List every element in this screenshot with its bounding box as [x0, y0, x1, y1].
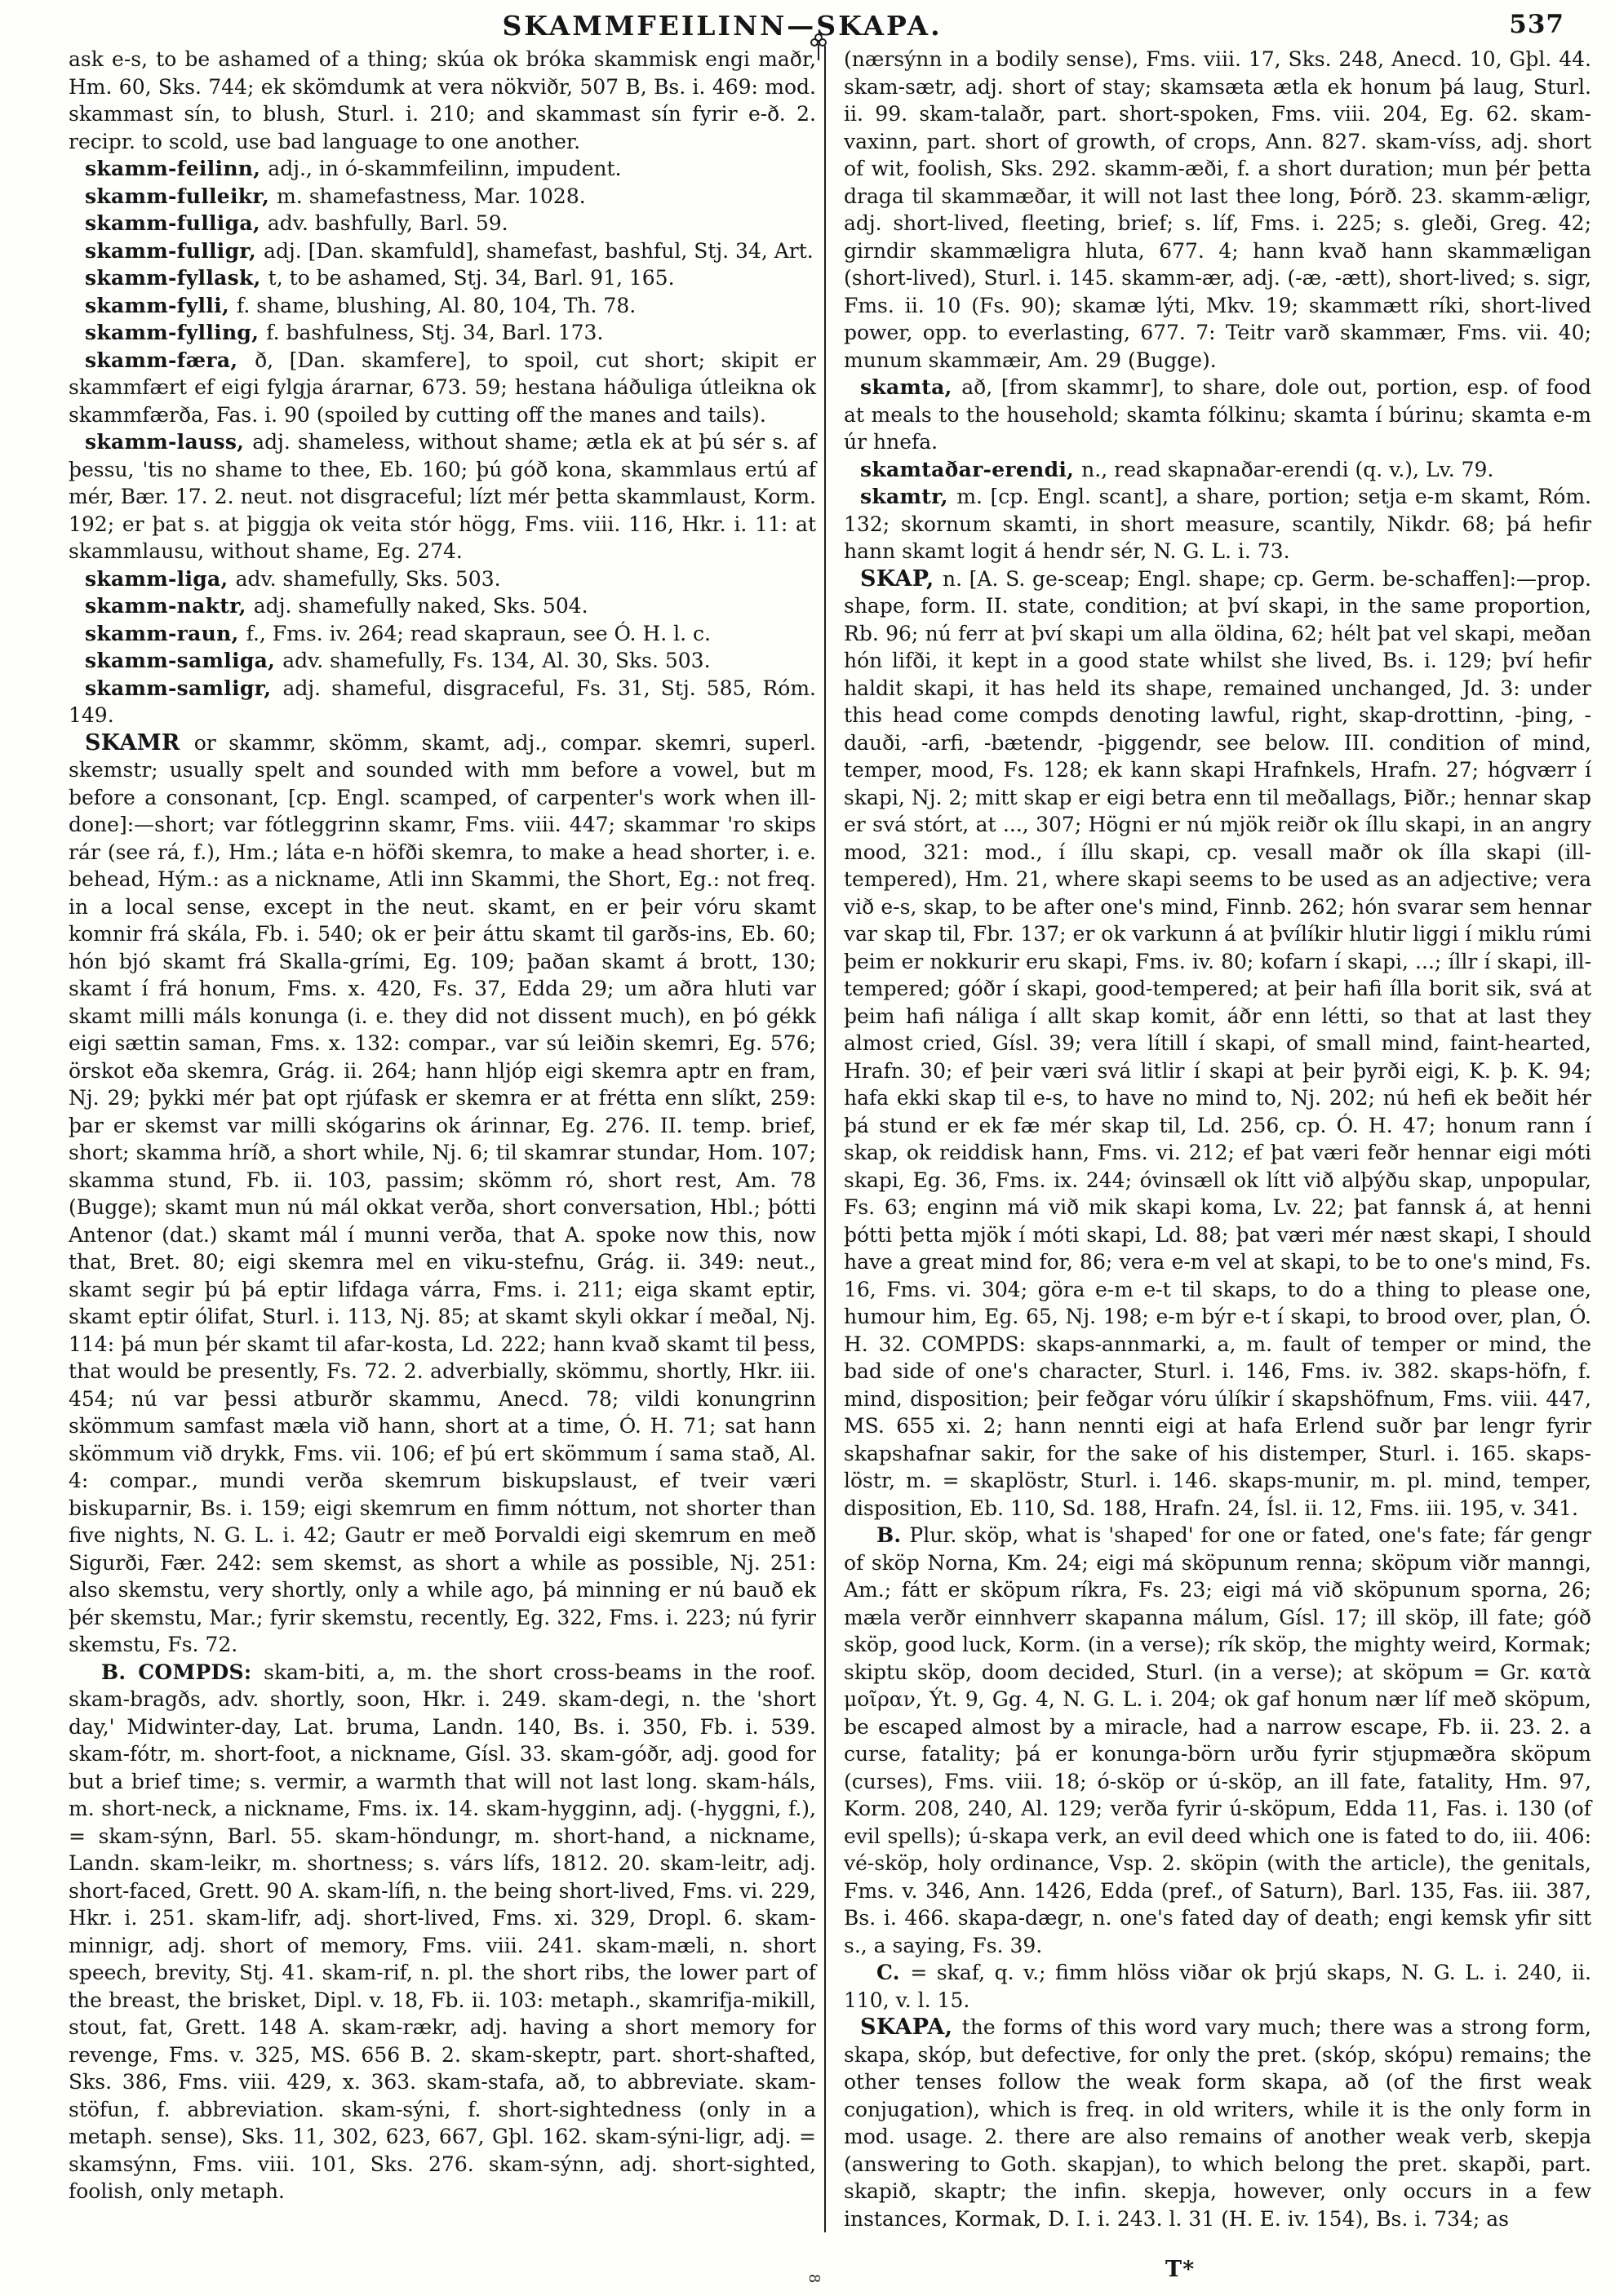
page-number: 537: [1509, 10, 1564, 39]
dictionary-entry: ask e-s, to be ashamed of a thing; skúa ok bróka skammisk engi maðr, Hm. 60, Sks. 744; ek skömdumk at vera nökviðr, 507 B, Bs. i. 469: mod. skammast sín, to blush, Sturl. i. 210; and skammast sín fyrir e-ð. 2. recipr. to scold, use bad language to one another.: [69, 47, 816, 153]
dictionary-entry: skamm-fylli, f. shame, blushing, Al. 80, 104, Th. 78.: [85, 293, 637, 317]
dictionary-entry: skamm-raun, f., Fms. iv. 264; read skapraun, see Ó. H. l. c.: [85, 621, 711, 645]
headword: skamm-færa,: [85, 348, 255, 372]
signature-mark: T*: [1165, 2257, 1196, 2282]
dictionary-entry: skamm-færa, ð, [Dan. skamfere], to spoil, cut short; skipit er skammfært ef eigi fylgja árarnar, 673. 59; hestana háðuliga útleikna ok skammfærða, Fas. i. 90 (spoiled by cutting off the manes and tails).: [69, 348, 816, 427]
dictionary-entry: B. COMPDS: skam-biti, a, m. the short cross-beams in the roof. skam-bragðs, adv. shortly, soon, Hkr. i. 249. skam-degi, n. the 'short day,' Midwinter-day, Lat. bruma, Landn. 140, Bs. i. 350, Fb. i. 539. skam-fótr, m. short-foot, a nickname, Gísl. 33. skam-góðr, adj. good for but a brief time; s. vermir, a warmth that will not last long. skam-háls, m. short-neck, a nickname, Fms. ix. 14. skam-hygginn, adj. (-hyggni, f.), = skam-sýnn, Barl. 55. skam-höndungr, m. short-hand, a nickname, Landn. skam-leikr, m. shortness; s. várs lífs, 1812. 20. skam-leitr, adj. short-faced, Grett. 90 A. skam-lífi, n. the being short-lived, Fms. vi. 229, Hkr. i. 251. skam-lifr, adj. short-lived, Fms. xi. 329, Dropl. 6. skam-minnigr, adj. short of memory, Fms. viii. 241. skam-mæli, n. short speech, brevity, Stj. 41. skam-rif, n. pl. the short ribs, the lower part of the breast, the brisket, Dipl. v. 18, Fb. ii. 103: metaph., skamrifja-mikill, stout, fat, Grett. 148 A. skam-rækr, adj. having a short memory for revenge, Fms. v. 325, MS. 656 B. 2. skam-skeptr, part. short-shafted, Sks. 386, Fms. viii. 429, x. 363. skam-stafa, að, to abbreviate. skam-stöfun, f. abbreviation. skam-sýni, f. short-sightedness (only in a metaph. sense), Sks. 11, 302, 623, 667, Gþl. 162. skam-sýni-ligr, adj. = skamsýnn, Fms. viii. 101, Sks. 276. skam-sýnn, adj. short-sighted, foolish, only metaph.: [69, 1660, 816, 2203]
dictionary-entry: SKAMR or skammr, skömm, skamt, adj., compar. skemri, superl. skemstr; usually spelt and sounded with mm before a vowel, but m before a consonant, [cp. Engl. scamped, of carpenter's work when ill-done]:—short; var fótleggrinn skamr, Fms. viii. 447; skammar 'ro skips rár (see rá, f.), Hm.; láta e-n höfði skemra, to make a head shorter, i. e. behead, Hým.: as a nickname, Atli inn Skammi, the Short, Eg.: not freq. in a local sense, except in the neut. skamt, en er þeir vóru skamt komnir frá skála, Fb. i. 540; ok er þeir áttu skamt til garðs-ins, Eb. 60; hón bjó skamt frá Skalla-grími, Eg. 109; þaðan skamt á brott, 130; skamt í frá honum, Fms. x. 420, Fs. 37, Edda 29; um aðra hluti var skamt milli máls konunga (i. e. they did not dissent much), en þó gékk eigi sættin saman, Fms. x. 132: compar., var sú leiðin skemri, Eg. 576; örskot eða skemra, Grág. ii. 264; hann hljóp eigi skemra aptr en fram, Nj. 29; þykki mér þat opt rjúfask er skemra er at frétta enn slíkt, 259: þar er skemst var milli skógarins ok árinnar, Eg. 276. II. temp. brief, short; skamma hríð, a short while, Nj. 6; til skamrar stundar, Hom. 107; skamma stund, Fb. ii. 103, passim; skömm ró, short rest, Am. 78 (Bugge); skamt mun nú mál okkat verða, short conversation, Hbl.; þótti Antenor (dat.) skamt mál í munni verða, that A. spoke now this, now that, Bret. 80; eigi skemra mel en viku-stefnu, Grág. ii. 349: neut., skamt segir þú þá eptir lifdaga várra, Fms. i. 211; eiga skamt eptir, skamt eptir ólifat, Sturl. i. 113, Nj. 85; at skamt skyli okkar í meðal, Nj. 114: þá mun þér skamt til afar-kosta, Ld. 222; hann kvað skamt til þess, that would be presently, Fs. 72. 2. adverbially, skömmu, shortly, Hkr. iii. 454; nú var þessi atburðr skammu, Anecd. 78; vildi konungrinn skömmum samfast mæla við hann, short at a time, Ó. H. 71; sat hann skömmum við drykk, Fms. vii. 106; ef þú ert skömmum í sama stað, Al. 4: compar., mundi verða skemrum biskupslaust, ef tveir væri biskuparnir, Bs. i. 159; eigi skemrum en fimm nóttum, not shorter than five nights, N. G. L. i. 42; Gautr er með Þorvaldi eigi skemrum en með Sigurði, Fær. 242: sem skemst, as short a while as possible, Nj. 251: also skemstu, very shortly, only a while ago, þá minning er nú bauð ek þér skemstu, Mar.; fyrir skemstu, recently, Eg. 322, Fms. i. 223; nú fyrir skemstu, Fs. 72.: [69, 729, 816, 1656]
dictionary-entry: skamm-lauss, adj. shameless, without shame; ætla ek at þú sér s. af þessu, 'tis no shame to thee, Eb. 160; þú góð kona, skammlaus ertú af mér, Bær. 17. 2. neut. not disgraceful; lízt mér þetta skammlaust, Korm. 192; er þat s. at þiggja ok veita stór högg, Fms. viii. 116, Hkr. i. 11: at skammlausu, without shame, Eg. 274.: [69, 430, 816, 563]
dictionary-entry: skamm-samliga, adv. shamefully, Fs. 134, Al. 30, Sks. 503.: [85, 649, 711, 672]
page-title: SKAMMFEILINN—SKAPA.: [502, 10, 943, 42]
dictionary-entry: skamm-fulliga, adv. bashfully, Barl. 59.: [85, 211, 508, 235]
dictionary-entry: SKAPA, the forms of this word vary much; there was a strong form, skapa, skóp, but defective, for only the pret. (skóp, skópu) remains; the other tenses follow the weak form skapa, að (of the first weak conjugation), which is freq. in old writers, while it is the only form in mod. usage. 2. there are also remains of another weak verb, skepja (answering to Goth. skapjan), to which belong the pret. skapði, part. skapið, skaptr; the infin. skepja, however, only occurs in a few instances, Kormak, D. I. i. 243. l. 31 (H. E. iv. 154), Bs. i. 734; as: [844, 2015, 1591, 2231]
dictionary-entry: skamtr, m. [cp. Engl. scant], a share, portion; setja e-m skamt, Róm. 132; skornum skamti, in short measure, scantily, Nikdr. 68; þá hefir hann skamt logit á hendr sér, N. G. L. i. 73.: [844, 485, 1591, 563]
dictionary-entry: skamm-fulleikr, m. shamefastness, Mar. 1028.: [85, 184, 586, 208]
headword: C.: [876, 1961, 911, 1984]
dictionary-entry: skamm-liga, adv. shamefully, Sks. 503.: [85, 566, 501, 591]
headword: skamm-liga,: [85, 566, 236, 591]
dictionary-entry: C. = skaf, q. v.; fimm hlöss viðar ok þrjú skaps, N. G. L. i. 240, ii. 110, v. l. 15.: [844, 1961, 1592, 2012]
headword: skamm-fulliga,: [85, 211, 268, 235]
headword: skamm-samligr,: [85, 676, 283, 700]
headword: skamm-fyllask,: [85, 266, 268, 290]
headword: skamtr,: [860, 485, 957, 508]
headword: skamm-lauss,: [85, 430, 253, 454]
headword: skamm-samliga,: [85, 649, 283, 672]
headword: B.: [876, 1523, 910, 1547]
dictionary-entry: skamm-fyllask, t, to be ashamed, Stj. 34, Barl. 91, 165.: [85, 266, 675, 290]
dictionary-entry: B. Plur. sköp, what is 'shaped' for one or fated, one's fate; fár gengr of sköp Norna, Km. 24; eigi má sköpunum renna; sköpum viðr manngi, Am.; fátt er sköpum ríkra, Fs. 23; eigi má við sköpunum sporna, 26; mæla verðr einnhverr skapanna málum, Gísl. 17; ill sköp, ill fate; góð sköp, good luck, Korm. (in a verse); rík sköp, the mighty weird, Kormak; skiptu sköp, doom decided, Sturl. (in a verse); at sköpum = Gr. κατὰ μοῖραν, Ýt. 9, Gg. 4, N. G. L. i. 204; ok gaf honum nær líf með sköpum, be escaped almost by a miracle, had a narrow escape, Fb. ii. 23. 2. a curse, fatality; þá er konunga-börn urðu fyrir stjupmæðra sköpum (curses), Fms. viii. 18; ó-sköp or ú-sköp, an ill fate, fatality, Hm. 97, Korm. 208, 240, Al. 129; verða fyrir ú-sköpum, Edda 11, Fas. i. 130 (of evil spells); ú-skapa verk, an evil deed which one is fated to do, iii. 406: vé-sköp, holy ordinance, Vsp. 2. sköpin (with the article), the genitals, Fms. v. 346, Ann. 1426, Edda (pref., of Saturn), Barl. 135, Fas. iii. 387, Bs. i. 466. skapa-dægr, n. one's fated day of death; engi kemsk yfir sitt s., a saying, Fs. 39.: [844, 1523, 1592, 1957]
headword: skamta,: [860, 375, 962, 399]
headword: skamm-fulligr,: [85, 238, 264, 263]
dictionary-entry: skamm-samligr, adj. shameful, disgraceful, Fs. 31, Stj. 585, Róm. 149.: [69, 676, 817, 727]
headword: B. COMPDS:: [101, 1660, 264, 1684]
headword: skamm-raun,: [85, 621, 246, 645]
headword: SKAP,: [860, 565, 943, 592]
headword: skamm-feilinn,: [85, 157, 268, 180]
dictionary-entry: skamm-fulligr, adj. [Dan. skamfuld], shamefast, bashful, Stj. 34, Art.: [85, 238, 814, 263]
dictionary-entry: skamm-naktr, adj. shamefully naked, Sks. 504.: [85, 594, 588, 618]
dictionary-entry: (nærsýnn in a bodily sense), Fms. viii. 17, Sks. 248, Anecd. 10, Gþl. 44. skam-sætr, adj. short of stay; skamsæta ætla ek honum þá laug, Sturl. ii. 99. skam-talaðr, part. short-spoken, Fms. viii. 204, Eg. 62. skam-vaxinn, part. short of growth, of crops, Ann. 827. skam-víss, adj. short of wit, foolish, Sks. 292. skamm-æði, f. a short duration; mun þér þetta draga til skammæðar, it will not last thee long, Þórð. 23. skamm-æligr, adj. short-lived, fleeting, brief; s. líf, Fms. i. 225; s. gleði, Greg. 42; girndir skammæligra hluta, 677. 4; hann kvað hann skammæligan (short-lived), Sturl. i. 145. skamm-ær, adj. (-æ, -ætt), short-lived; s. sigr, Fms. ii. 10 (Fs. 90); skamæ lýti, Mkv. 19; skammætt ríki, short-lived power, opp. to everlasting, 677. 7: Teitr varð skammær, Fms. vii. 40; munum skammæir, Am. 29 (Bugge).: [844, 47, 1591, 372]
dictionary-entry: SKAP, n. [A. S. ge-sceap; Engl. shape; cp. Germ. be-schaffen]:—prop. shape, form. II. state, condition; at því skapi, in the same proportion, Rb. 96; nú ferr at því skapi um alla öldina, 62; hélt þat vel skapi, meðan hón lifði, it kept in a good state whilst she lived, Bs. i. 129; því hefir haldit skapi, it has held its shape, remained unchanged, Jd. 3: under this head come compds denoting lawful, right, skap-drottinn, -þing, -dauði, -arfi, -bætendr, -þiggendr, see below. III. condition of mind, temper, mood, Fs. 128; ek kann skapi Hrafnkels, Hrafn. 27; hógværr í skapi, Nj. 2; mitt skap er eigi betra enn til meðallags, Þiðr.; hennar skap er svá stórt, at ..., 307; Högni er nú mjök reiðr ok íllu skapi, in an angry mood, 321: mod., í íllu skapi, cp. vesall maðr ok ílla skapi (ill-tempered), Hm. 21, where skapi seems to be used as an adjective; vera við e-s, skap, to be after one's mind, Finnb. 262; hón svarar sem hennar var skap til, Fbr. 137; er ok varkunn á at þvílíkir hlutir liggi í miklu rúmi þeim er nokkurir eru skapi, Fms. iv. 80; kofarn í skapi, ...; íllr í skapi, ill-tempered; góðr í skapi, good-tempered; at þeir hafi ílla borit sik, svá at þeim hafi náliga í allt skap komit, áðr enn létti, so that at last they almost cried, Gísl. 39; vera lítill í skapi, of small mind, faint-hearted, Hrafn. 30; ef þeir væri svá litlir í skapi at þeir þyrði eigi, K. þ. K. 94; hafa ekki skap til e-s, to have no mind to, Nj. 202; nú hefi ek beðit hér þá stund er ek fæ mér skap til, Ld. 256, cp. Ó. H. 47; honum rann í skap, ok reiddisk hann, Fms. vi. 212; ef þat væri feðr hennar eigi móti skapi, Eg. 36, Fms. ix. 244; óvinsæll ok lítt við alþýðu skap, unpopular, Fs. 63; enginn má við mik skapi koma, Lv. 22; þat fannsk á, at henni þótti þetta mjök í móti skapi, Ld. 88; þat væri mér næst skapi, I should have a great mind for, 86; vera e-m vel at skapi, to be to one's mind, Fs. 16, Fms. vi. 304; göra e-m e-t til skaps, to do a thing to please one, humour him, Eg. 65, Nj. 198; e-m býr e-t í skapi, to brood over, plan, Ó. H. 32. COMPDS: skaps-annmarki, a, m. fault of temper or mind, the bad side of one's character, Sturl. i. 146, Fms. iv. 382. skaps-höfn, f. mind, disposition; þeir feðgar vóru úlíkir í skapshöfnum, Fms. viii. 447, MS. 655 xi. 2; hann nennti eigi at hafa Erlend suðr þar lengr fyrir skapshafnar sakir, for the sake of his distemper, Sturl. i. 165. skaps-löstr, m. = skaplöstr, Sturl. i. 146. skaps-munir, m. pl. mind, temper, disposition, Eb. 110, Sd. 188, Hrafn. 24, Ísl. ii. 12, Fms. iii. 195, v. 341.: [844, 565, 1591, 1520]
dictionary-entry: skamm-feilinn, adj., in ó-skammfeilinn, impudent.: [85, 157, 622, 180]
headword: skamm-fulleikr,: [85, 184, 277, 208]
headword: SKAMR: [85, 729, 194, 756]
headword: skamm-fylli,: [85, 293, 237, 317]
headword: SKAPA,: [860, 2015, 962, 2040]
headword: skamm-fylling,: [85, 321, 267, 344]
headword: skamtaðar-erendi,: [860, 457, 1082, 481]
divider-bottom-mark: 8: [805, 2273, 823, 2284]
dictionary-entry: skamtaðar-erendi, n., read skapnaðar-erendi (q. v.), Lv. 79.: [860, 457, 1494, 481]
column-left: [69, 46, 824, 2232]
dictionary-entry: skamm-fylling, f. bashfulness, Stj. 34, Barl. 173.: [85, 321, 604, 344]
headword: skamm-naktr,: [85, 594, 254, 618]
column-right: [824, 46, 1591, 2232]
dictionary-entry: skamta, að, [from skammr], to share, dole out, portion, esp. of food at meals to the household; skamta fólkinu; skamta í búrinu; skamta e-m úr hnefa.: [844, 375, 1591, 454]
text-block: [69, 46, 1591, 2232]
